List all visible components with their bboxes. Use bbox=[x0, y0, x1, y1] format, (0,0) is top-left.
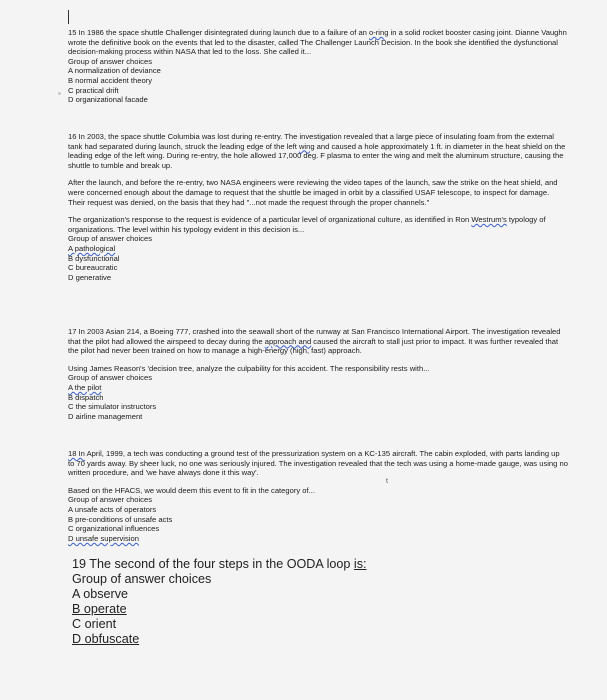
question-19-text: 19 The second of the four steps in the OODA loop is: bbox=[72, 557, 367, 571]
margin-mark bbox=[58, 92, 61, 95]
q19-option-c[interactable]: C orient bbox=[72, 617, 117, 631]
q17-option-b[interactable]: B dispatch bbox=[68, 392, 104, 402]
question-18-para-2: Based on the HFACS, we would deem this event to fit in the category of... bbox=[68, 485, 315, 495]
q19-option-b-label: B operate bbox=[72, 602, 127, 616]
question-18-para-1: 18 In April, 1999, a tech was conducting a ground test of the pressurization system on a KC-135 aircraft. The cabin exploded, with parts landing up to 70 yards away. By sheer luck, no one was seriously injured. The investigation revealed that the tech was using a home-made gauge, was using no written procedure, and 'we have always done it this way'. bbox=[68, 449, 568, 478]
question-15 bbox=[68, 28, 568, 105]
question-16-link[interactable]: wing bbox=[298, 141, 315, 151]
question-16-group-label: Group of answer choices bbox=[68, 234, 152, 244]
text-cursor bbox=[68, 10, 69, 24]
q15-option-a[interactable]: A normalization of deviance bbox=[68, 66, 161, 76]
q15-option-c[interactable]: C practical drift bbox=[68, 85, 119, 95]
q19-option-d[interactable] bbox=[72, 632, 552, 647]
question-15-link[interactable]: o-ring bbox=[369, 28, 389, 37]
question-15-group-label: Group of answer choices bbox=[68, 56, 152, 66]
question-16-name-link[interactable]: Westrum's bbox=[471, 215, 507, 225]
question-18-number[interactable]: 18 In bbox=[68, 449, 85, 458]
question-16-para-1: 16 In 2003, the space shuttle Columbia was lost during re-entry. The investigation revealed that a large piece of insulating foam from the external tank had separated during launch, struck the leading edge of the left wing and caused a hole approximately 1 ft. in diameter in the heat shield on the leading edge of the left wing. During re-entry, the hole allowed 17,000 deg. F plasma to enter the wing and melt the aluminum structure, causing the shuttle to tumble and break up. bbox=[68, 132, 566, 170]
question-17-para-1: 17 In 2003 Asian 214, a Boeing 777, crashed into the seawall short of the runway at San Francisco International Airport. The investigation revealed that the pilot had allowed the airspeed to decay during the approach and caused the aircraft to stall just prior to impact. It was further revealed that the pilot had never been trained on how to manage a high-energy (high, fast) approach. bbox=[68, 327, 561, 356]
q18-option-d[interactable]: D unsafe supervision bbox=[68, 533, 139, 543]
q19-option-b[interactable] bbox=[72, 602, 552, 617]
q17-option-c[interactable]: C the simulator instructors bbox=[68, 402, 157, 412]
question-19-group-label: Group of answer choices bbox=[72, 572, 212, 586]
q16-option-c[interactable]: C bureaucratic bbox=[68, 263, 118, 273]
q18-option-a[interactable]: A unsafe acts of operators bbox=[68, 504, 157, 514]
question-16-para-2: After the launch, and before the re-entry, two NASA engineers were reviewing the video tapes of the launch, saw the strike on the heat shield, and were concerned enough about the damage to request that the shuttle be imaged in orbit by a classified USAF telescope, to inspect for damage. Their request was denied, on the basis that they had "...not made the request through the proper channels." bbox=[68, 178, 558, 207]
q18-option-c[interactable]: C organizational influences bbox=[68, 524, 160, 534]
question-17 bbox=[68, 327, 568, 421]
q19-option-a[interactable]: A observe bbox=[72, 587, 129, 601]
question-18-group-label: Group of answer choices bbox=[68, 495, 152, 505]
question-16-para-3: The organization's response to the request is evidence of a particular level of organizational culture, as identified in Ron Westrum's typology of organizations. The level within his typology evident in this decision is... bbox=[68, 215, 546, 234]
q17-option-a[interactable]: A the pilot bbox=[68, 382, 102, 392]
question-15-text: 15 In 1986 the space shuttle Challenger disintegrated during launch due to a failure of an o-ring in a solid rocket booster casing joint. Dianne Vaughn wrote the definitive book on the events that led to the disaster, called The Challenger Launch Decision. In the book she identified the dysfunctional decision-making process within NASA that led to the loss. She called it... bbox=[68, 28, 567, 57]
q16-option-a[interactable]: A pathological bbox=[68, 243, 116, 253]
question-16 bbox=[68, 132, 568, 282]
q19-option-d-label: D obfuscate bbox=[72, 632, 140, 646]
question-18 bbox=[68, 449, 568, 543]
q16-option-b[interactable]: B dysfunctional bbox=[68, 253, 120, 263]
question-19 bbox=[72, 557, 552, 647]
q16-option-d[interactable]: D generative bbox=[68, 272, 112, 282]
q18-option-b[interactable]: B pre-conditions of unsafe acts bbox=[68, 514, 173, 524]
stray-tick-mark: t bbox=[386, 478, 388, 485]
question-17-para-2: Using James Reason's 'decision tree, analyze the culpability for this accident. The responsibility rests with... bbox=[68, 363, 430, 373]
q15-option-b[interactable]: B normal accident theory bbox=[68, 75, 152, 85]
q17-option-d[interactable]: D airline management bbox=[68, 411, 143, 421]
question-19-link[interactable]: is: bbox=[353, 557, 367, 571]
question-17-group-label: Group of answer choices bbox=[68, 373, 152, 383]
question-17-link[interactable]: approach and bbox=[264, 336, 312, 346]
q15-option-d[interactable]: D organizational facade bbox=[68, 95, 148, 105]
